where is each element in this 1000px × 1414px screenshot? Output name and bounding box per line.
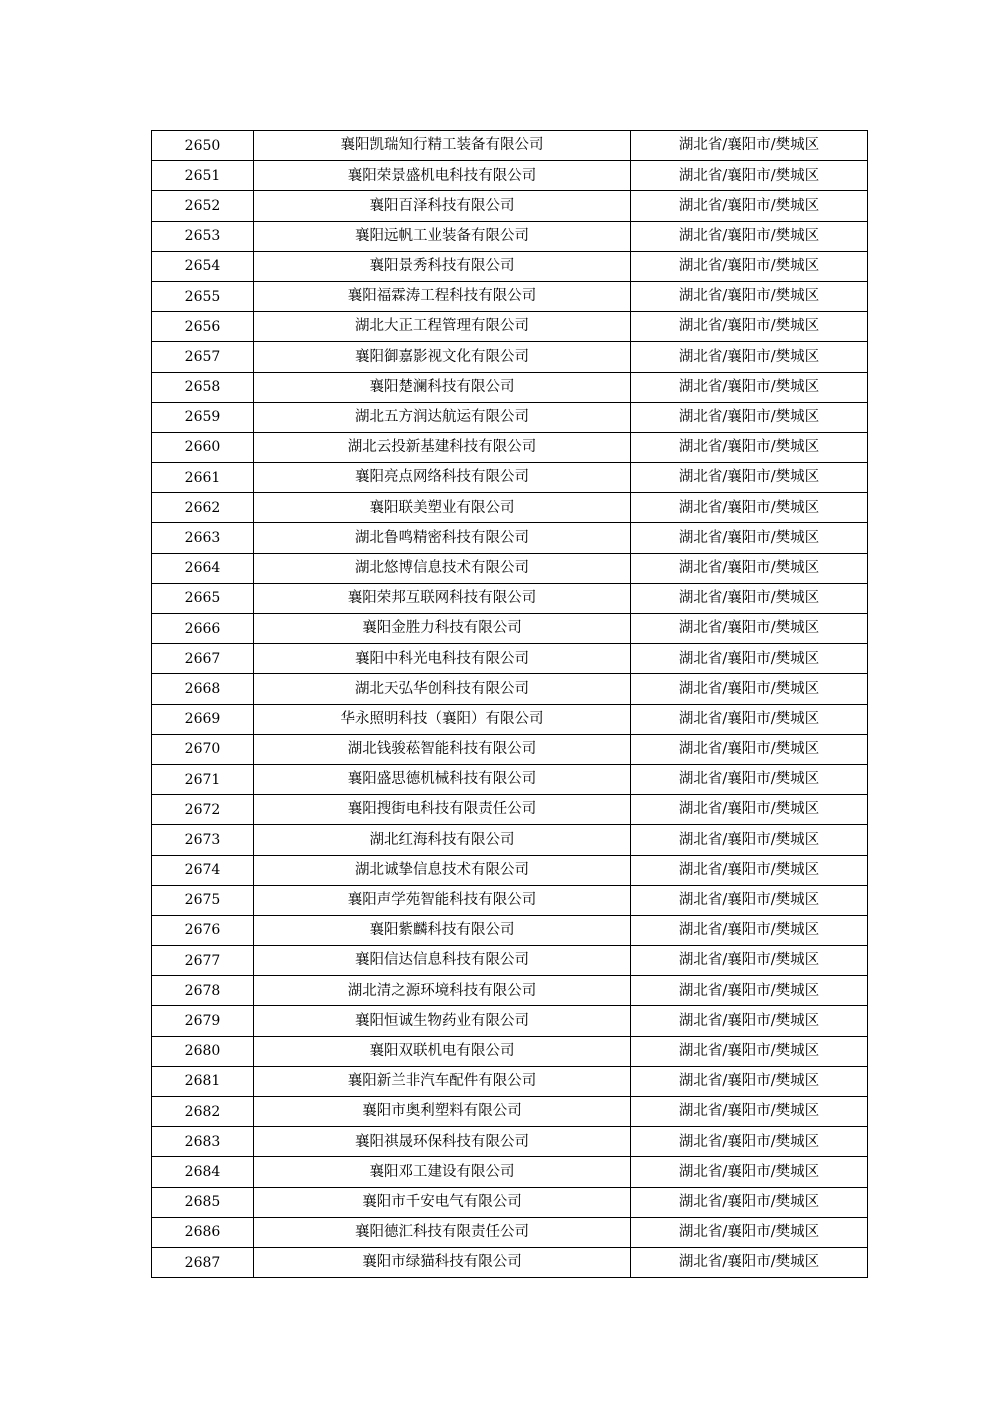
table-row bbox=[152, 432, 868, 462]
table-row bbox=[152, 946, 868, 976]
company-name-cell: 华永照明科技（襄阳）有限公司 bbox=[254, 704, 631, 734]
table-row bbox=[152, 312, 868, 342]
row-number-cell: 2651 bbox=[152, 161, 254, 191]
table-row bbox=[152, 281, 868, 311]
row-number-cell: 2677 bbox=[152, 946, 254, 976]
location-cell: 湖北省/襄阳市/樊城区 bbox=[631, 644, 868, 674]
row-number-cell: 2678 bbox=[152, 976, 254, 1006]
location-cell: 湖北省/襄阳市/樊城区 bbox=[631, 764, 868, 794]
location-cell: 湖北省/襄阳市/樊城区 bbox=[631, 1097, 868, 1127]
company-name-cell: 襄阳恒诚生物药业有限公司 bbox=[254, 1006, 631, 1036]
location-cell: 湖北省/襄阳市/樊城区 bbox=[631, 704, 868, 734]
company-name-cell: 湖北云投新基建科技有限公司 bbox=[254, 432, 631, 462]
row-number-cell: 2666 bbox=[152, 614, 254, 644]
location-cell: 湖北省/襄阳市/樊城区 bbox=[631, 432, 868, 462]
table-row bbox=[152, 1247, 868, 1277]
company-name-cell: 襄阳市绿猫科技有限公司 bbox=[254, 1247, 631, 1277]
location-cell: 湖北省/襄阳市/樊城区 bbox=[631, 191, 868, 221]
row-number-cell: 2665 bbox=[152, 583, 254, 613]
row-number-cell: 2655 bbox=[152, 281, 254, 311]
company-table-body bbox=[152, 131, 868, 1278]
table-row bbox=[152, 825, 868, 855]
location-cell: 湖北省/襄阳市/樊城区 bbox=[631, 1187, 868, 1217]
table-row bbox=[152, 704, 868, 734]
location-cell: 湖北省/襄阳市/樊城区 bbox=[631, 1006, 868, 1036]
company-name-cell: 襄阳百泽科技有限公司 bbox=[254, 191, 631, 221]
row-number-cell: 2680 bbox=[152, 1036, 254, 1066]
company-name-cell: 湖北大正工程管理有限公司 bbox=[254, 312, 631, 342]
location-cell: 湖北省/襄阳市/樊城区 bbox=[631, 1217, 868, 1247]
row-number-cell: 2675 bbox=[152, 885, 254, 915]
company-name-cell: 湖北鲁鸣精密科技有限公司 bbox=[254, 523, 631, 553]
location-cell: 湖北省/襄阳市/樊城区 bbox=[631, 1036, 868, 1066]
company-name-cell: 襄阳凯瑞知行精工装备有限公司 bbox=[254, 131, 631, 161]
company-name-cell: 湖北钱骏菘智能科技有限公司 bbox=[254, 734, 631, 764]
table-row bbox=[152, 523, 868, 553]
location-cell: 湖北省/襄阳市/樊城区 bbox=[631, 855, 868, 885]
row-number-cell: 2679 bbox=[152, 1006, 254, 1036]
table-row bbox=[152, 1066, 868, 1096]
company-name-cell: 襄阳福霖涛工程科技有限公司 bbox=[254, 281, 631, 311]
row-number-cell: 2669 bbox=[152, 704, 254, 734]
location-cell: 湖北省/襄阳市/樊城区 bbox=[631, 976, 868, 1006]
row-number-cell: 2673 bbox=[152, 825, 254, 855]
company-name-cell: 襄阳远帆工业装备有限公司 bbox=[254, 221, 631, 251]
location-cell: 湖北省/襄阳市/樊城区 bbox=[631, 251, 868, 281]
company-name-cell: 湖北天弘华创科技有限公司 bbox=[254, 674, 631, 704]
company-name-cell: 襄阳市奥利塑料有限公司 bbox=[254, 1097, 631, 1127]
table-row bbox=[152, 674, 868, 704]
table-row bbox=[152, 342, 868, 372]
row-number-cell: 2650 bbox=[152, 131, 254, 161]
location-cell: 湖北省/襄阳市/樊城区 bbox=[631, 915, 868, 945]
company-name-cell: 襄阳祺晟环保科技有限公司 bbox=[254, 1127, 631, 1157]
company-name-cell: 襄阳邓工建设有限公司 bbox=[254, 1157, 631, 1187]
company-name-cell: 襄阳联美塑业有限公司 bbox=[254, 493, 631, 523]
company-name-cell: 襄阳新兰非汽车配件有限公司 bbox=[254, 1066, 631, 1096]
location-cell: 湖北省/襄阳市/樊城区 bbox=[631, 463, 868, 493]
table-row bbox=[152, 131, 868, 161]
table-row bbox=[152, 221, 868, 251]
table-row bbox=[152, 1187, 868, 1217]
table-row bbox=[152, 644, 868, 674]
location-cell: 湖北省/襄阳市/樊城区 bbox=[631, 493, 868, 523]
row-number-cell: 2662 bbox=[152, 493, 254, 523]
company-name-cell: 襄阳紫麟科技有限公司 bbox=[254, 915, 631, 945]
row-number-cell: 2684 bbox=[152, 1157, 254, 1187]
location-cell: 湖北省/襄阳市/樊城区 bbox=[631, 161, 868, 191]
company-name-cell: 湖北悠博信息技术有限公司 bbox=[254, 553, 631, 583]
table-row bbox=[152, 734, 868, 764]
location-cell: 湖北省/襄阳市/樊城区 bbox=[631, 1066, 868, 1096]
table-row bbox=[152, 915, 868, 945]
row-number-cell: 2653 bbox=[152, 221, 254, 251]
row-number-cell: 2656 bbox=[152, 312, 254, 342]
table-row bbox=[152, 161, 868, 191]
row-number-cell: 2654 bbox=[152, 251, 254, 281]
table-row bbox=[152, 463, 868, 493]
row-number-cell: 2663 bbox=[152, 523, 254, 553]
table-row bbox=[152, 1006, 868, 1036]
location-cell: 湖北省/襄阳市/樊城区 bbox=[631, 281, 868, 311]
company-name-cell: 襄阳荣景盛机电科技有限公司 bbox=[254, 161, 631, 191]
table-row bbox=[152, 493, 868, 523]
table-row bbox=[152, 553, 868, 583]
location-cell: 湖北省/襄阳市/樊城区 bbox=[631, 131, 868, 161]
table-row bbox=[152, 855, 868, 885]
row-number-cell: 2671 bbox=[152, 764, 254, 794]
location-cell: 湖北省/襄阳市/樊城区 bbox=[631, 342, 868, 372]
table-row bbox=[152, 885, 868, 915]
table-row bbox=[152, 372, 868, 402]
table-row bbox=[152, 1127, 868, 1157]
table-row bbox=[152, 191, 868, 221]
row-number-cell: 2672 bbox=[152, 795, 254, 825]
company-name-cell: 襄阳御嘉影视文化有限公司 bbox=[254, 342, 631, 372]
company-name-cell: 襄阳亮点网络科技有限公司 bbox=[254, 463, 631, 493]
table-row bbox=[152, 251, 868, 281]
company-name-cell: 襄阳盛思德机械科技有限公司 bbox=[254, 764, 631, 794]
company-name-cell: 襄阳德汇科技有限责任公司 bbox=[254, 1217, 631, 1247]
row-number-cell: 2685 bbox=[152, 1187, 254, 1217]
location-cell: 湖北省/襄阳市/樊城区 bbox=[631, 523, 868, 553]
location-cell: 湖北省/襄阳市/樊城区 bbox=[631, 402, 868, 432]
row-number-cell: 2687 bbox=[152, 1247, 254, 1277]
row-number-cell: 2657 bbox=[152, 342, 254, 372]
location-cell: 湖北省/襄阳市/樊城区 bbox=[631, 795, 868, 825]
location-cell: 湖北省/襄阳市/樊城区 bbox=[631, 372, 868, 402]
location-cell: 湖北省/襄阳市/樊城区 bbox=[631, 1247, 868, 1277]
location-cell: 湖北省/襄阳市/樊城区 bbox=[631, 885, 868, 915]
row-number-cell: 2674 bbox=[152, 855, 254, 885]
row-number-cell: 2660 bbox=[152, 432, 254, 462]
row-number-cell: 2667 bbox=[152, 644, 254, 674]
company-name-cell: 湖北清之源环境科技有限公司 bbox=[254, 976, 631, 1006]
location-cell: 湖北省/襄阳市/樊城区 bbox=[631, 312, 868, 342]
row-number-cell: 2668 bbox=[152, 674, 254, 704]
row-number-cell: 2686 bbox=[152, 1217, 254, 1247]
table-row bbox=[152, 1097, 868, 1127]
location-cell: 湖北省/襄阳市/樊城区 bbox=[631, 1127, 868, 1157]
table-row bbox=[152, 614, 868, 644]
row-number-cell: 2664 bbox=[152, 553, 254, 583]
row-number-cell: 2661 bbox=[152, 463, 254, 493]
table-row bbox=[152, 402, 868, 432]
company-name-cell: 襄阳搜街电科技有限责任公司 bbox=[254, 795, 631, 825]
location-cell: 湖北省/襄阳市/樊城区 bbox=[631, 221, 868, 251]
table-row bbox=[152, 1036, 868, 1066]
row-number-cell: 2658 bbox=[152, 372, 254, 402]
company-name-cell: 襄阳声学苑智能科技有限公司 bbox=[254, 885, 631, 915]
table-row bbox=[152, 1217, 868, 1247]
company-name-cell: 襄阳双联机电有限公司 bbox=[254, 1036, 631, 1066]
location-cell: 湖北省/襄阳市/樊城区 bbox=[631, 583, 868, 613]
company-name-cell: 襄阳楚澜科技有限公司 bbox=[254, 372, 631, 402]
location-cell: 湖北省/襄阳市/樊城区 bbox=[631, 734, 868, 764]
location-cell: 湖北省/襄阳市/樊城区 bbox=[631, 614, 868, 644]
location-cell: 湖北省/襄阳市/樊城区 bbox=[631, 825, 868, 855]
row-number-cell: 2681 bbox=[152, 1066, 254, 1096]
row-number-cell: 2682 bbox=[152, 1097, 254, 1127]
company-name-cell: 襄阳荣邦互联网科技有限公司 bbox=[254, 583, 631, 613]
location-cell: 湖北省/襄阳市/樊城区 bbox=[631, 1157, 868, 1187]
row-number-cell: 2683 bbox=[152, 1127, 254, 1157]
location-cell: 湖北省/襄阳市/樊城区 bbox=[631, 553, 868, 583]
location-cell: 湖北省/襄阳市/樊城区 bbox=[631, 674, 868, 704]
row-number-cell: 2676 bbox=[152, 915, 254, 945]
company-name-cell: 襄阳中科光电科技有限公司 bbox=[254, 644, 631, 674]
row-number-cell: 2652 bbox=[152, 191, 254, 221]
company-name-cell: 襄阳金胜力科技有限公司 bbox=[254, 614, 631, 644]
company-name-cell: 湖北红海科技有限公司 bbox=[254, 825, 631, 855]
table-row bbox=[152, 795, 868, 825]
table-row bbox=[152, 583, 868, 613]
company-name-cell: 襄阳市千安电气有限公司 bbox=[254, 1187, 631, 1217]
company-name-cell: 湖北五方润达航运有限公司 bbox=[254, 402, 631, 432]
company-table bbox=[151, 130, 868, 1278]
company-name-cell: 襄阳景秀科技有限公司 bbox=[254, 251, 631, 281]
table-row bbox=[152, 764, 868, 794]
location-cell: 湖北省/襄阳市/樊城区 bbox=[631, 946, 868, 976]
table-row bbox=[152, 1157, 868, 1187]
row-number-cell: 2670 bbox=[152, 734, 254, 764]
row-number-cell: 2659 bbox=[152, 402, 254, 432]
company-name-cell: 湖北诚挚信息技术有限公司 bbox=[254, 855, 631, 885]
table-row bbox=[152, 976, 868, 1006]
company-name-cell: 襄阳信达信息科技有限公司 bbox=[254, 946, 631, 976]
